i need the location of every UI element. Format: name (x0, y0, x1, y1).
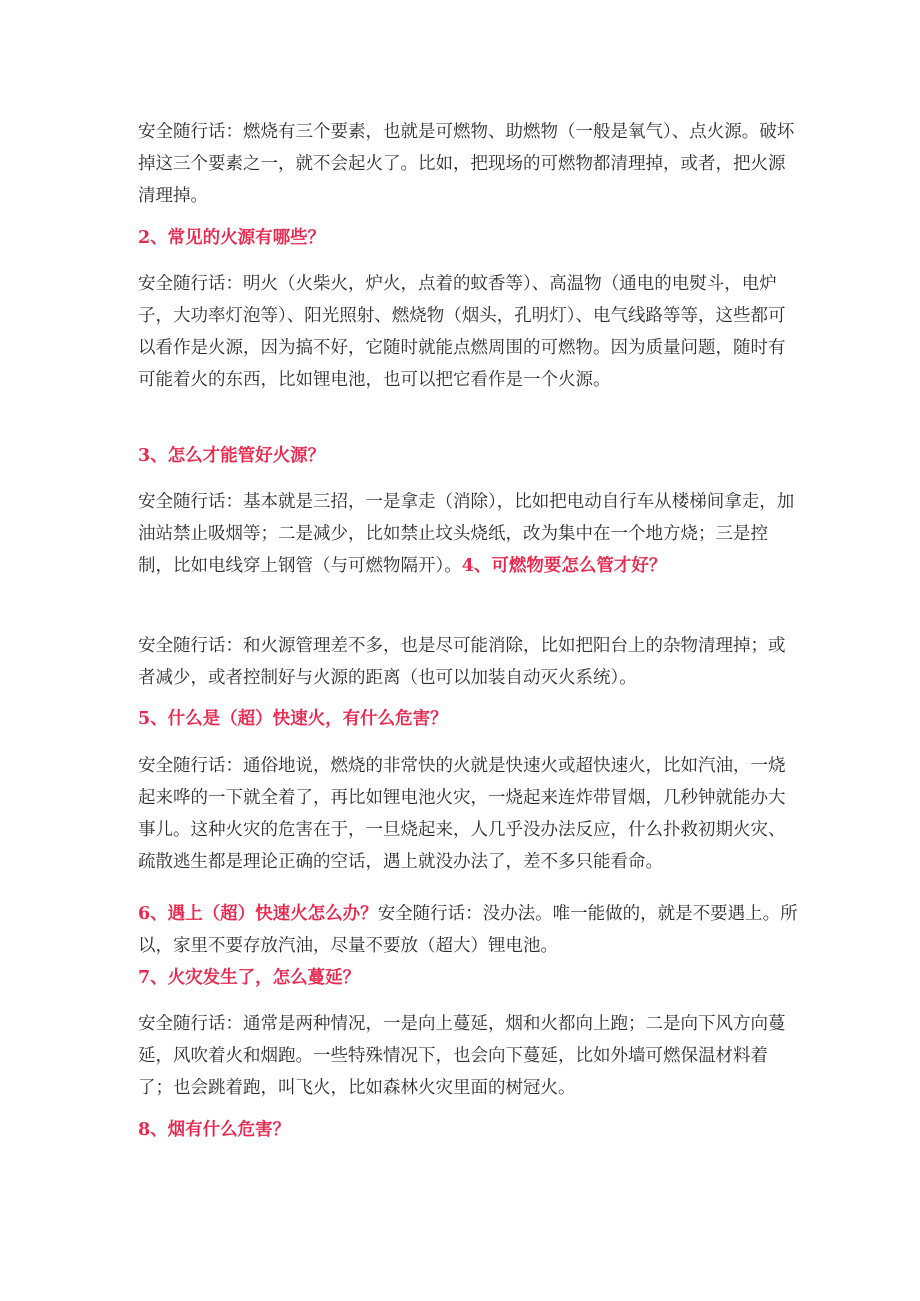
answer-1: 安全随行话：燃烧有三个要素，也就是可燃物、助燃物（一般是氧气）、点火源。破坏掉这三个要素之一，就不会起火了。比如，把现场的可燃物都清理掉，或者，把火源清理掉。 (138, 122, 795, 206)
answer-5: 安全随行话：通俗地说，燃烧的非常快的火就是快速火或超快速火，比如汽油，一烧起来哗的一下就全着了，再比如锂电池火灾，一烧起来连炸带冒烟，几秒钟就能办大事儿。这种火灾的危害在于，一旦烧起来，人几乎没办法反应，什么扑救初期火灾、疏散逃生都是理论正确的空话，遇上就没办法了，差不多只能看命。 (138, 756, 786, 872)
answer-6: 安全随行话：没办法。唯一能做的，就是不要遇上。所以，家里不要存放汽油，尽量不要放（超大）锂电池。 (138, 904, 798, 956)
question-6-with-answer (138, 898, 798, 962)
question-8: 8、烟有什么危害？ (138, 1120, 291, 1140)
question-5: 5、什么是（超）快速火，有什么危害？ (138, 709, 448, 729)
question-7: 7、火灾发生了，怎么蔓延？ (138, 968, 361, 988)
answer-7: 安全随行话：通常是两种情况，一是向上蔓延，烟和火都向上跑；二是向下风方向蔓延，风吹着火和烟跑。一些特殊情况下，也会向下蔓延，比如外墙可燃保温材料着了；也会跳着跑，叫飞火，比如森林火灾里面的树冠火。 (138, 1014, 786, 1098)
question-4: 4、可燃物要怎么管才好？ (461, 556, 667, 576)
answer-3-with-question-4 (138, 486, 798, 582)
answer-4: 安全随行话：和火源管理差不多，也是尽可能消除，比如把阳台上的杂物清理掉；或者减少，或者控制好与火源的距离（也可以加装自动灭火系统）。 (138, 636, 786, 688)
answer-2: 安全随行话：明火（火柴火，炉火，点着的蚊香等）、高温物（通电的电熨斗，电炉子，大功率灯泡等）、阳光照射、燃烧物（烟头，孔明灯）、电气线路等等，这些都可以看作是火源，因为搞不好，它随时就能点燃周围的可燃物。因为质量问题，随时有可能着火的东西，比如锂电池，也可以把它看作是一个火源。 (138, 274, 786, 390)
question-6: 6、遇上（超）快速火怎么办？ (138, 904, 378, 924)
question-2: 2、常见的火源有哪些？ (138, 228, 326, 248)
answer-3: 安全随行话：基本就是三招，一是拿走（消除），比如把电动自行车从楼梯间拿走，加油站禁止吸烟等；二是减少，比如禁止坟头烧纸，改为集中在一个地方烧；三是控制，比如电线穿上钢管（与可燃物隔开）。 (138, 492, 795, 576)
question-3: 3、怎么才能管好火源？ (138, 446, 326, 466)
